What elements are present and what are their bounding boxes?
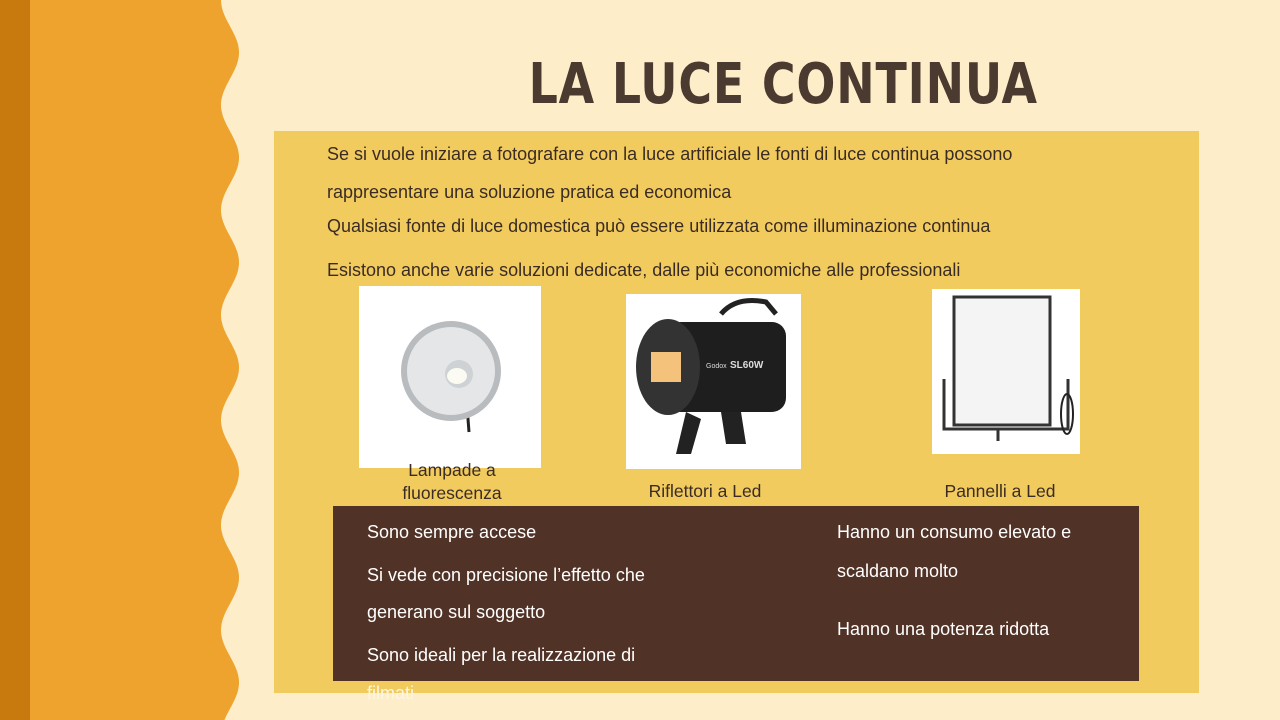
slide-title: LA LUCE CONTINUA: [528, 52, 1038, 117]
pro-item: Si vede con precisione l’effetto che: [367, 565, 645, 585]
pro-item: Sono ideali per la realizzazione di: [367, 645, 636, 665]
caption-fluorescent-lamps-line-1: Lampade a: [408, 460, 496, 480]
fluorescent-lamp-image: [359, 286, 541, 468]
led-panel-image: [932, 289, 1080, 454]
caption-led-reflectors: Riflettori a Led: [648, 481, 762, 501]
intro-line-2: rappresentare una soluzione pratica ed economica: [327, 182, 732, 202]
led-reflector-image: [626, 294, 801, 469]
con-item: Hanno un consumo elevato e: [837, 522, 1072, 542]
con-item: Hanno una potenza ridotta: [837, 619, 1050, 639]
intro-line-3: Qualsiasi fonte di luce domestica può essere utilizzata come illuminazione continua: [327, 216, 991, 236]
con-item: scaldano molto: [837, 561, 959, 581]
reflector-model-label: SL60W: [730, 360, 764, 371]
intro-line-1: Se si vuole iniziare a fotografare con la luce artificiale le fonti di luce continua possono: [327, 144, 1013, 164]
pro-item: generano sul soggetto: [367, 602, 546, 622]
pro-item: filmati: [367, 683, 415, 703]
decorative-wave-sidebar: [0, 0, 260, 720]
reflector-brand-label: Godox: [706, 363, 727, 370]
caption-led-panels: Pannelli a Led: [944, 481, 1056, 501]
pro-item: Sono sempre accese: [367, 522, 537, 542]
intro-line-4: Esistono anche varie soluzioni dedicate, dalle più economiche alle professionali: [327, 260, 961, 280]
caption-fluorescent-lamps-line-2: fluorescenza: [402, 483, 502, 503]
